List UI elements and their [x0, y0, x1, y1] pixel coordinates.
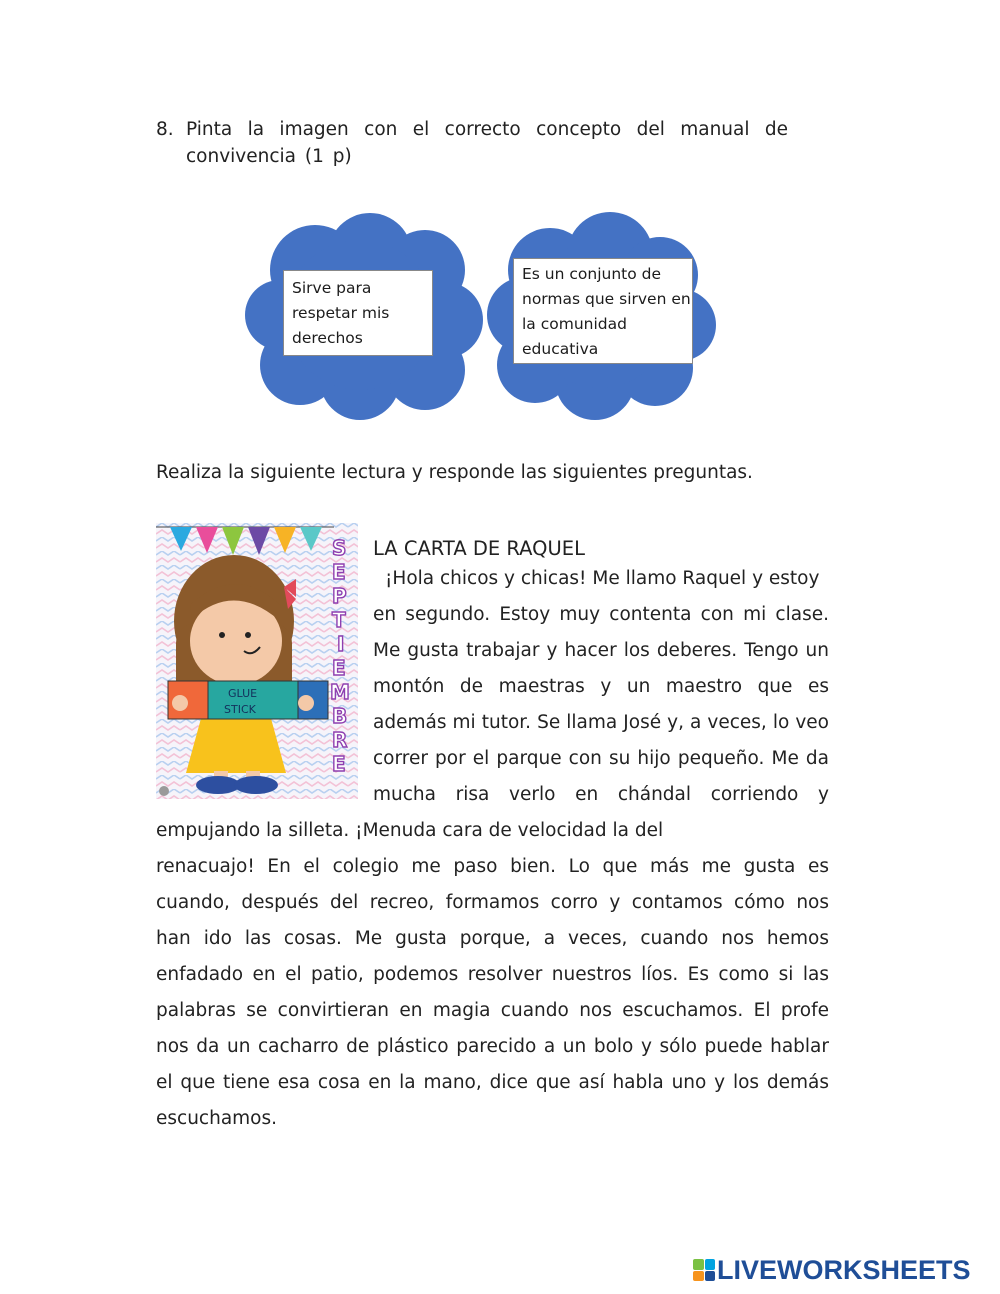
- cloud-right-text: [513, 258, 693, 364]
- vertical-letter: M: [330, 680, 350, 704]
- cloud-right-line: normas que sirven en: [522, 290, 691, 308]
- story-line: Me gusta trabajar y hacer los deberes. Tengo un: [373, 640, 829, 661]
- story-line: nos da un cacharro de plástico parecido a un bolo y sólo puede hablar: [156, 1036, 829, 1057]
- vertical-letter: P: [332, 584, 347, 608]
- logo-grid-icon: [693, 1259, 715, 1281]
- cloud-right-line: la comunidad: [522, 315, 627, 333]
- story-line: han ido las cosas. Me gusta porque, a veces, cuando nos hemos: [156, 928, 829, 949]
- story-line: empujando la silleta. ¡Menuda cara de velocidad la del: [156, 820, 664, 841]
- logo-text: LIVEWORKSHEETS: [717, 1254, 971, 1285]
- liveworksheets-logo[interactable]: [693, 1255, 971, 1285]
- vertical-letter: R: [332, 728, 348, 752]
- vertical-letter: E: [332, 656, 346, 680]
- story-line: cuando, después del recreo, formamos corro y contamos cómo nos: [156, 892, 829, 913]
- vertical-letter: E: [332, 560, 346, 584]
- vertical-letter: I: [337, 632, 345, 656]
- story-line: montón de maestras y un maestro que es: [373, 676, 829, 697]
- question-text: Pinta la imagen con el correcto concepto del manual de convivencia (1 p): [186, 119, 788, 167]
- story-title: LA CARTA DE RAQUEL: [373, 537, 585, 560]
- cloud-left-line: respetar mis: [292, 304, 390, 322]
- vertical-letter: T: [332, 608, 346, 632]
- reading-instructions: Realiza la siguiente lectura y responde las siguientes preguntas.: [156, 462, 753, 483]
- cloud-left-line: derechos: [292, 329, 363, 347]
- question-8: [156, 116, 788, 170]
- book-label-1: GLUE: [228, 687, 258, 700]
- story-line: palabras se convirtieran en magia cuando nos escuchamos. El profe: [156, 1000, 829, 1021]
- book-label-2: STICK: [224, 703, 256, 716]
- story-line: además mi tutor. Se llama José y, a veces, lo veo: [373, 712, 829, 733]
- story-line: mucha risa verlo en chándal corriendo y: [373, 784, 829, 805]
- vertical-letter: B: [332, 704, 348, 728]
- vertical-letter: S: [332, 536, 347, 560]
- story-line: renacuajo! En el colegio me paso bien. Lo que más me gusta es: [156, 856, 829, 877]
- story-line: enfadado en el patio, podemos resolver nuestros líos. Es como si las: [156, 964, 829, 985]
- girl-illustration: [156, 523, 358, 799]
- cloud-left-text: [283, 270, 433, 356]
- story-line: correr por el parque con su hijo pequeño. Me da: [373, 748, 829, 769]
- story-line: en segundo. Estoy muy contenta con mi clase.: [373, 604, 829, 625]
- vertical-letter: E: [332, 752, 346, 776]
- story-line: ¡Hola chicos y chicas! Me llamo Raquel y estoy: [385, 568, 820, 589]
- cloud-right-line: educativa: [522, 340, 599, 358]
- story-line: escuchamos.: [156, 1108, 278, 1129]
- question-number: 8.: [156, 119, 174, 140]
- cloud-right-line: Es un conjunto de: [522, 265, 662, 283]
- story-line: el que tiene esa cosa en la mano, dice que así habla uno y los demás: [156, 1072, 829, 1093]
- cloud-left-line: Sirve para: [292, 279, 372, 297]
